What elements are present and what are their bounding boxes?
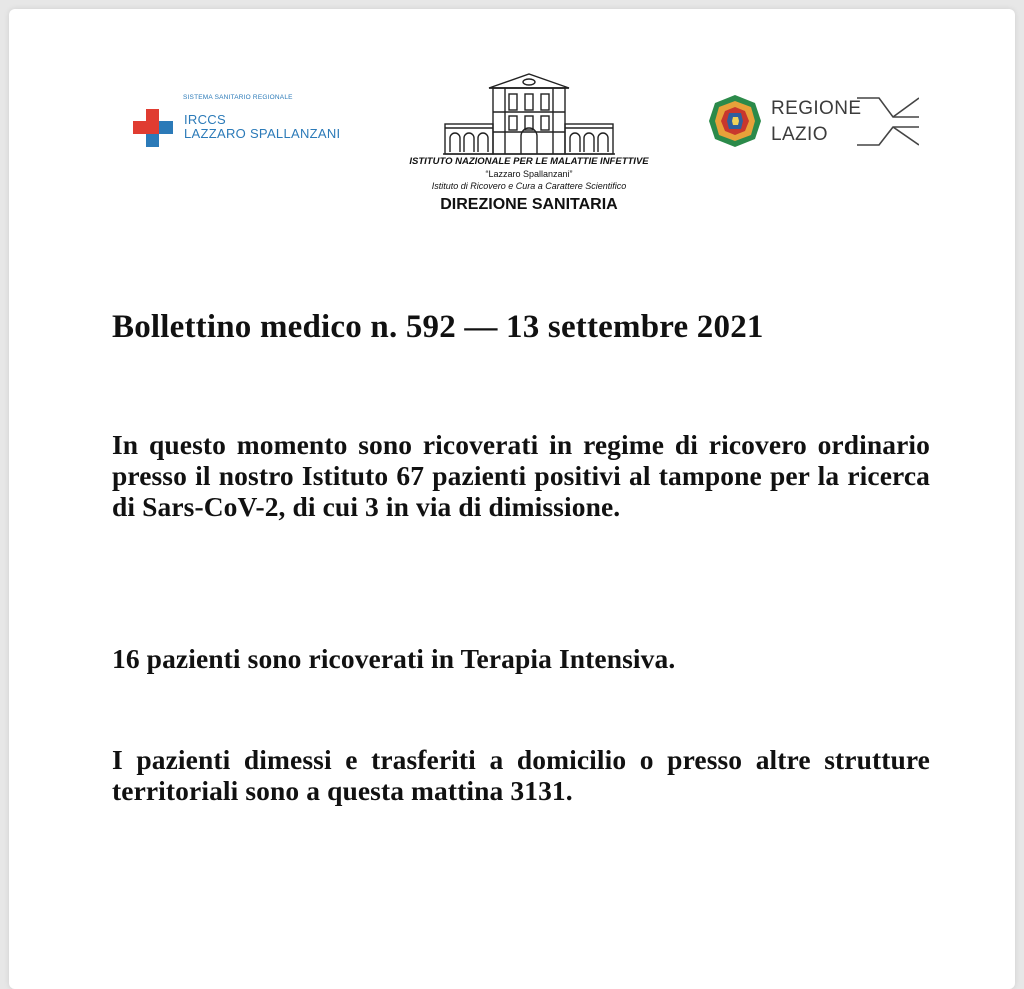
bulletin-paragraph-1: In questo momento sono ricoverati in regime di ricovero ordinario presso il nostro Istituto 67 pazienti positivi al tampone per la ricerca di Sars-CoV-2, di cui 3 in via di dimissione.	[112, 429, 930, 522]
institute-description: Istituto di Ricovero e Cura a Carattere Scientifico	[431, 181, 627, 191]
document-page	[9, 9, 1015, 989]
lazzaro-spallanzani-label: LAZZARO SPALLANZANI	[184, 126, 341, 141]
regional-system-label: SISTEMA SANITARIO REGIONALE	[183, 94, 293, 101]
institute-building-icon	[443, 72, 615, 156]
regione-lazio-mark-icon	[857, 95, 919, 151]
medical-cross-icon	[133, 109, 173, 147]
bulletin-paragraph-3: I pazienti dimessi e trasferiti a domicilio o presso altre strutture territoriali sono a questa mattina 3131.	[112, 744, 930, 806]
department-title: DIREZIONE SANITARIA	[440, 196, 618, 213]
institute-header	[339, 72, 719, 214]
institute-name: ISTITUTO NAZIONALE PER LE MALATTIE INFETTIVE	[409, 156, 649, 167]
regione-label: REGIONE	[771, 98, 862, 119]
regione-lazio-emblem-icon	[707, 93, 763, 149]
bulletin-title: Bollettino medico n. 592 — 13 settembre 2021	[112, 309, 764, 345]
lazio-label: LAZIO	[771, 124, 828, 145]
regione-lazio-logo	[707, 89, 927, 155]
bulletin-paragraph-2: 16 pazienti sono ricoverati in Terapia Intensiva.	[112, 643, 676, 674]
irccs-label: IRCCS	[184, 112, 226, 127]
institute-subtitle: “Lazzaro Spallanzani”	[485, 169, 573, 179]
